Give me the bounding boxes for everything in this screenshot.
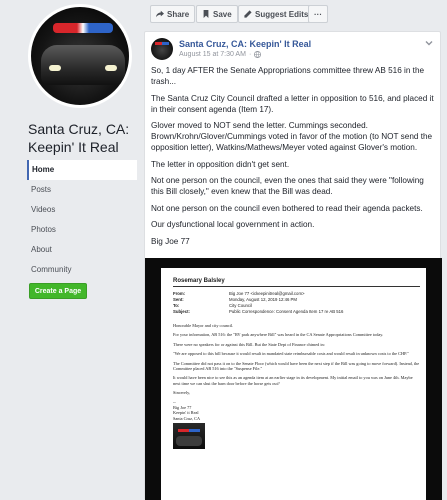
- post-attached-image[interactable]: [145, 258, 442, 500]
- save-button[interactable]: [196, 5, 238, 23]
- page-title[interactable]: Santa Cruz, CA: Keepin' It Real: [28, 121, 130, 155]
- letter-header-row: Subject: Public Correspondence: Consent Agenda Item 17 re AB 516: [173, 309, 344, 314]
- letter-signature-line: Big Joe 77: [173, 405, 192, 411]
- suggest-edits-label: Suggest Edits: [255, 9, 309, 19]
- letter-signature-line: Santa Cruz, CA: [173, 415, 201, 421]
- suggest-edits-button[interactable]: [238, 5, 314, 23]
- page-nav: [27, 160, 137, 280]
- post-paragraph: Not one person on the council, even the ones that said they were "following this Bill closely," even knew that the Bill was dead.: [151, 176, 424, 196]
- letter-closing: Sincerely,: [173, 390, 191, 396]
- letter-paragraph: For your information, AB 516: the "RV park anywhere Bill" was heard in the CA Senate Appropriations Committee today.: [173, 332, 384, 338]
- letter-signature-image: [173, 423, 205, 449]
- page-action-bar: [140, 0, 441, 30]
- email-letter-document: [161, 268, 426, 500]
- nav-item-videos[interactable]: Videos: [31, 205, 56, 214]
- post-signature: Big Joe 77: [151, 236, 190, 246]
- post-paragraph: Glover moved to NOT send the letter. Cummings seconded. Brown/Krohn/Glover/Cummings voted in favor of the motion (to NOT send the opposition letter), Watkins/Mathews/Meyer voted against Glover's motion.: [151, 121, 433, 152]
- letter-paragraph: There were no speakers for or against this Bill. But the State Dept of Finance chimed in:: [173, 341, 325, 347]
- post-card: [144, 31, 441, 500]
- letter-paragraph: It would have been nice to see this as an agenda item at an earlier stage in its development. My initial email to you was on June 4th. Maybe next time we can shut the barn door before the horse gets out?: [173, 375, 413, 386]
- post-meta: [179, 51, 261, 58]
- more-dots-icon: ···: [314, 9, 322, 19]
- letter-greeting: Honorable Mayor and city council.: [173, 323, 234, 328]
- share-icon: [156, 10, 164, 18]
- post-paragraph: So, 1 day AFTER the Senate Appropriations committee threw AB 516 in the trash...: [151, 66, 425, 86]
- post-paragraph: Our dysfunctional local government in action.: [151, 220, 315, 229]
- nav-item-posts[interactable]: Posts: [31, 185, 52, 194]
- post-timestamp[interactable]: August 15 at 7:30 AM: [179, 51, 246, 58]
- letter-paragraph: The Committee did not pass it on to the Senate Floor (which would have been the next step if the Bill was going to move forward). Instead, the Committee placed AB 516 into the "Suspense File.": [173, 360, 420, 372]
- letter-sig-dashes: --: [173, 399, 176, 405]
- globe-icon: [254, 51, 261, 58]
- letter-header-row: Sent: Monday, August 12, 2019 12:46 PM: [173, 297, 298, 302]
- post-author-name[interactable]: Santa Cruz, CA: Keepin' It Real: [179, 39, 312, 49]
- post-paragraph: The Santa Cruz City Council drafted a letter in opposition to 516, and placed it in their consent agenda (Item 17).: [151, 93, 434, 114]
- letter-paragraph: "We are opposed to this bill because it would result in mandated state reimbursable costs and would result in unknown costs to the CHP.": [173, 351, 409, 357]
- page-sidebar: [0, 0, 140, 500]
- police-lights-graphic: [53, 23, 113, 33]
- nav-item-about[interactable]: About: [31, 245, 52, 254]
- post-paragraph: Not one person on the council even bothered to read their agenda packets.: [151, 203, 423, 213]
- save-label: Save: [213, 9, 232, 19]
- pencil-icon: [244, 10, 252, 18]
- nav-item-community[interactable]: Community: [31, 265, 72, 274]
- create-page-button[interactable]: Create a Page: [29, 283, 87, 299]
- nav-item-photos[interactable]: Photos: [31, 225, 56, 234]
- letter-recipient-name: Rosemary Balsley: [173, 278, 420, 287]
- post-author-avatar[interactable]: [151, 38, 173, 60]
- letter-signature-line: Keepin' it Real: [173, 410, 199, 416]
- page-profile-picture[interactable]: [28, 4, 132, 108]
- post-paragraph: The letter in opposition didn't get sent.: [151, 159, 290, 169]
- share-label: Share: [167, 9, 190, 19]
- nav-item-home[interactable]: Home: [27, 160, 137, 180]
- bookmark-icon: [202, 10, 210, 18]
- headlight-right: [105, 65, 117, 71]
- letter-header-row: To: City Council: [173, 303, 252, 308]
- dot-separator: ·: [248, 51, 252, 58]
- headlight-left: [49, 65, 61, 71]
- letter-header-row: From: Big Joe 77 <ickeepinitreal@gmail.com>: [173, 291, 305, 296]
- chevron-down-icon[interactable]: [424, 38, 434, 48]
- share-button[interactable]: [150, 5, 195, 23]
- post-text: [151, 65, 438, 252]
- more-options-button[interactable]: [308, 5, 328, 23]
